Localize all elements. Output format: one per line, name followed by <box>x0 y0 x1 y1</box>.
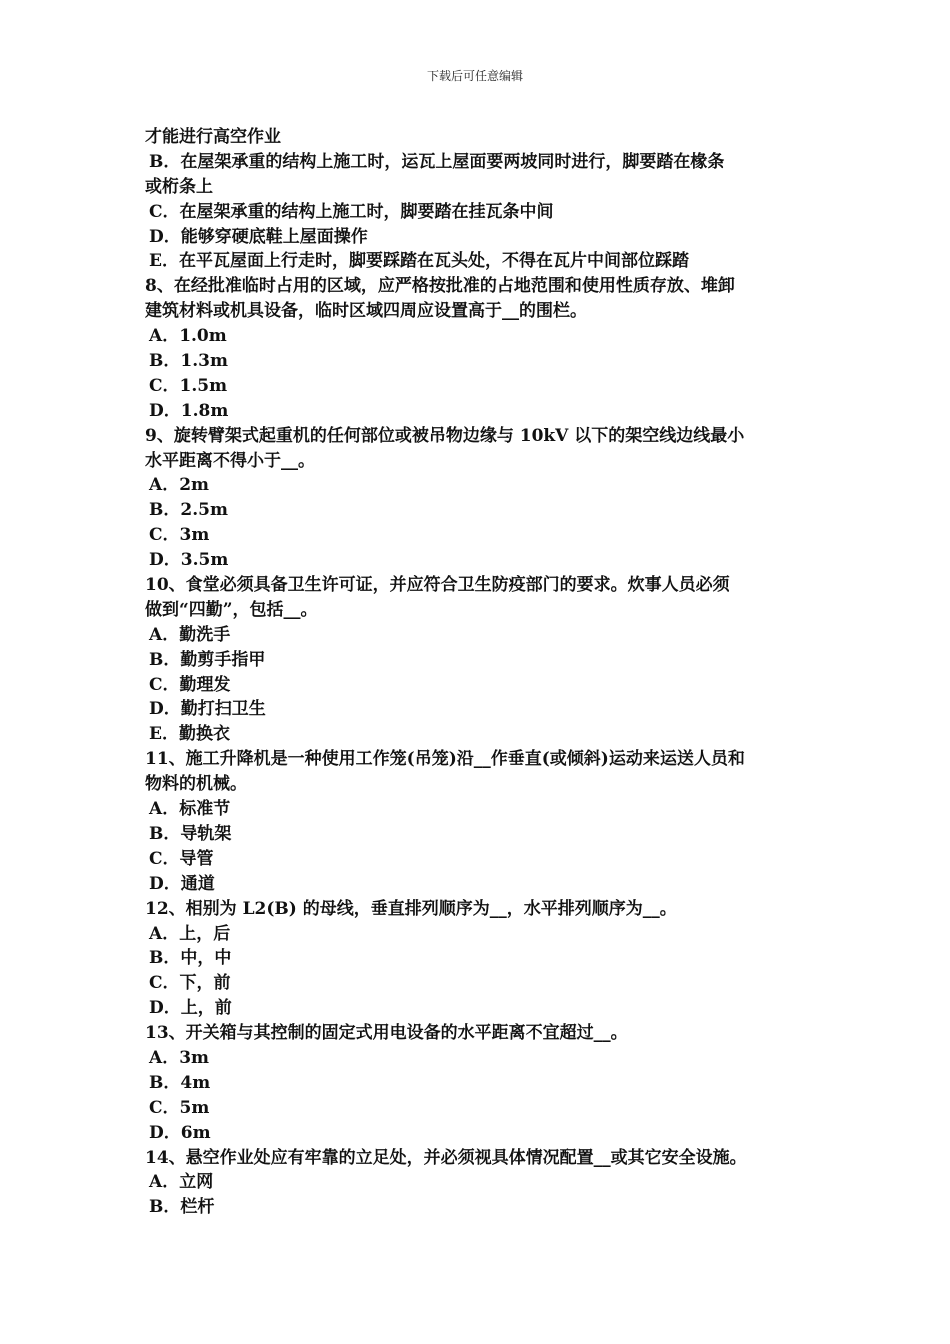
question-text: 水平距离不得小于__。 <box>145 450 315 471</box>
question-text: 10、食堂必须具备卫生许可证，并应符合卫生防疫部门的要求。炊事人员必须 <box>145 575 730 596</box>
question-text: 做到“四勤”，包括__。 <box>145 599 318 620</box>
answer-option: A．2m <box>149 475 210 496</box>
question-text: 12、相别为 L2(B) 的母线，垂直排列顺序为__，水平排列顺序为__。 <box>145 898 677 919</box>
question-text: 11、施工升降机是一种使用工作笼(吊笼)沿__作垂直(或倾斜)运动来运送人员和 <box>145 749 745 770</box>
question-text: 9、旋转臂架式起重机的任何部位或被吊物边缘与 10kV 以下的架空线边线最小 <box>145 425 745 446</box>
answer-option: A．勤洗手 <box>149 624 231 645</box>
answer-option: C．5m <box>149 1097 210 1118</box>
answer-option: B．中，中 <box>149 948 232 969</box>
answer-option: A．上，后 <box>149 923 231 944</box>
answer-option: A．立网 <box>149 1172 214 1193</box>
answer-option: C．导管 <box>149 848 214 869</box>
answer-option: C．在屋架承重的结构上施工时，脚要踏在挂瓦条中间 <box>149 201 554 222</box>
answer-option: B．2.5m <box>149 500 228 521</box>
answer-option: C．勤理发 <box>149 674 231 695</box>
answer-option: A．标准节 <box>149 799 231 820</box>
question-text: 14、悬空作业处应有牢靠的立足处，并必须视具体情况配置__或其它安全设施。 <box>145 1147 747 1168</box>
answer-option: C．下，前 <box>149 973 231 994</box>
answer-option: B．1.3m <box>149 351 228 372</box>
question-text: 或桁条上 <box>145 176 213 197</box>
answer-option: B．栏杆 <box>149 1197 215 1218</box>
question-text: 物料的机械。 <box>145 774 247 795</box>
answer-option: D．3.5m <box>149 550 229 571</box>
answer-option: D．通道 <box>149 873 215 894</box>
document-body <box>145 125 820 1220</box>
answer-option: E．在平瓦屋面上行走时，脚要踩踏在瓦头处，不得在瓦片中间部位踩踏 <box>149 251 689 272</box>
answer-option: D．能够穿硬底鞋上屋面操作 <box>149 226 368 247</box>
answer-option: D．勤打扫卫生 <box>149 699 266 720</box>
answer-option: B．4m <box>149 1072 211 1093</box>
answer-option: A．1.0m <box>149 326 227 347</box>
answer-option: C．1.5m <box>149 375 228 396</box>
answer-option: D．6m <box>149 1122 211 1143</box>
answer-option: D．上，前 <box>149 998 232 1019</box>
question-text: 13、开关箱与其控制的固定式用电设备的水平距离不宜超过__。 <box>145 1023 628 1044</box>
question-text: 建筑材料或机具设备，临时区域四周应设置高于__的围栏。 <box>145 301 587 322</box>
answer-option: B．导轨架 <box>149 823 232 844</box>
page-header: 下载后可任意编辑 <box>426 69 523 83</box>
question-text: 才能进行高空作业 <box>145 127 281 147</box>
answer-option: E．勤换衣 <box>149 724 230 745</box>
answer-option: B．在屋架承重的结构上施工时，运瓦上屋面要两坡同时进行，脚要踏在椽条 <box>149 151 725 172</box>
answer-option: A．3m <box>149 1047 210 1068</box>
answer-option: C．3m <box>149 525 210 546</box>
answer-option: D．1.8m <box>149 400 229 421</box>
answer-option: B．勤剪手指甲 <box>149 649 266 670</box>
question-text: 8、在经批准临时占用的区域，应严格按批准的占地范围和使用性质存放、堆卸 <box>145 276 735 297</box>
